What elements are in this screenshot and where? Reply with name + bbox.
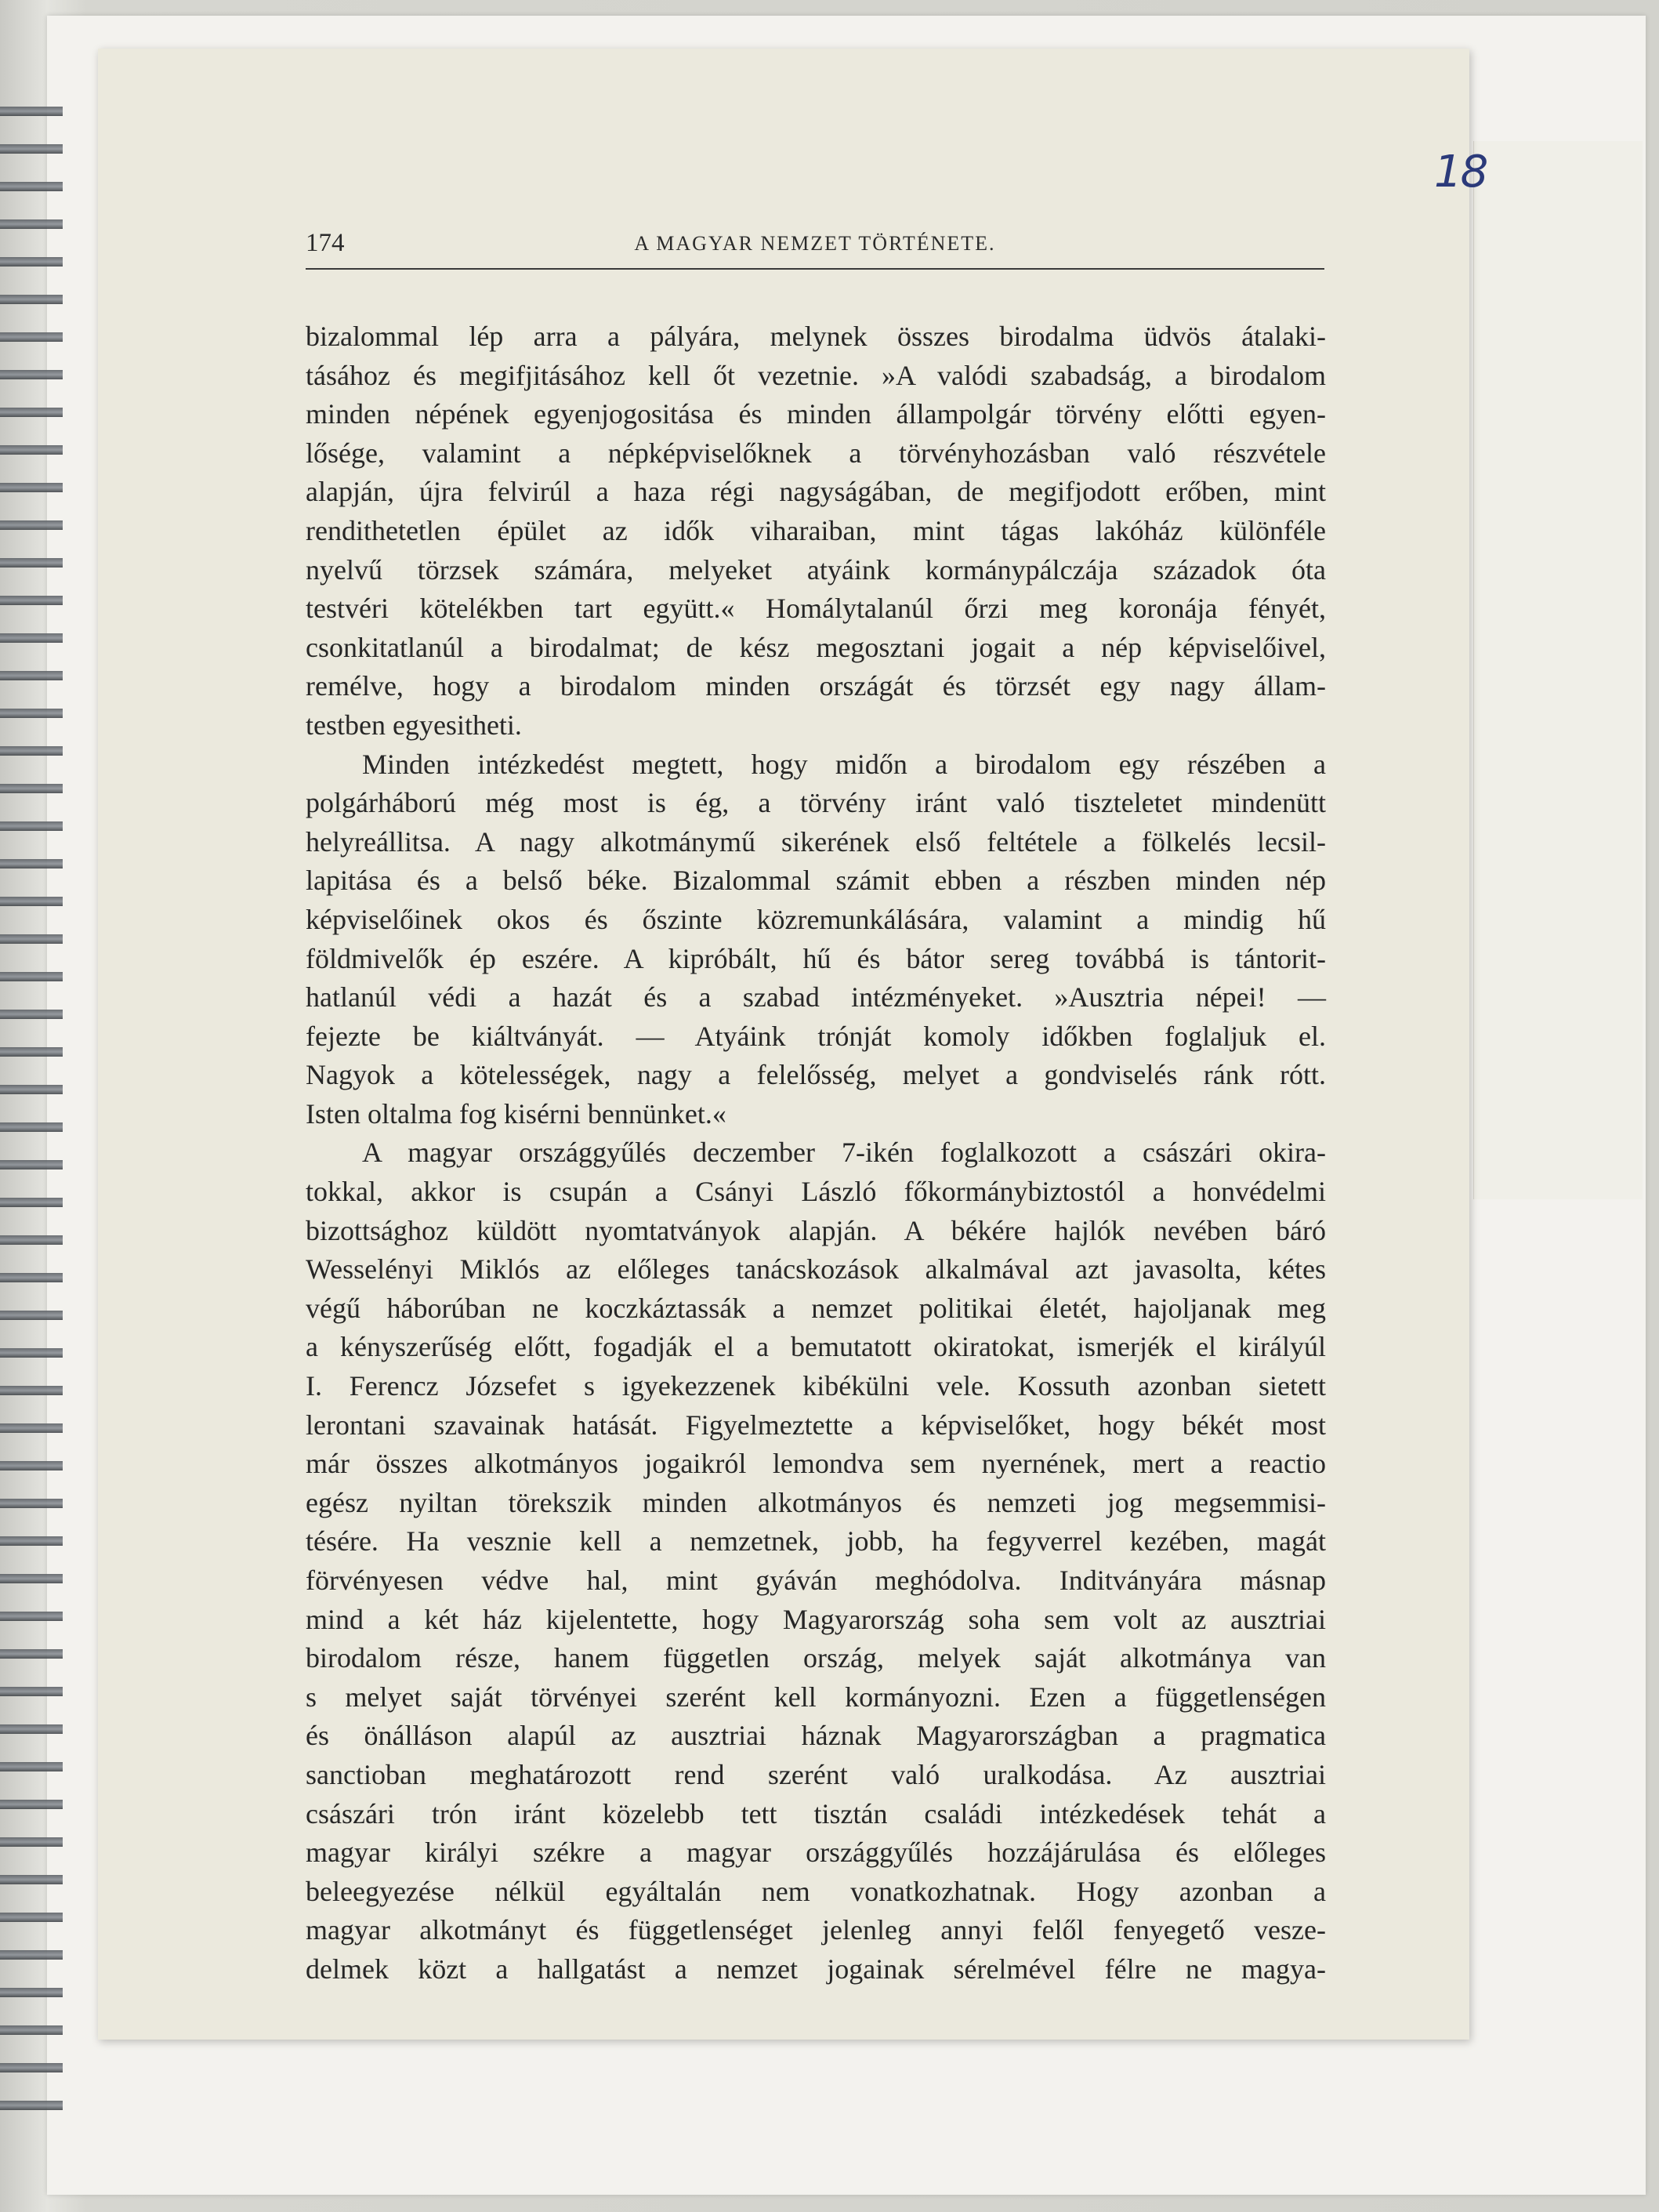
paragraph-end-line: Isten oltalma fog kisérni bennünket.« xyxy=(306,1097,726,1130)
text-line: Wesselényi Miklós az előleges tanácskozások alkalmával azt javasolta, kétes xyxy=(306,1253,1326,1285)
text-line: lősége, valamint a népképviselőknek a törvényhozásban való részvétele xyxy=(306,437,1326,469)
text-line: lapitása és a belső béke. Bizalommal számit ebben a részben minden nép xyxy=(306,865,1326,897)
text-line: tásához és megifjitásához kell őt vezetnie. »A valódi szabadság, a birodalom xyxy=(306,359,1326,391)
text-line: nyelvű törzsek számára, melyeket atyáink kormánypálczája századok óta xyxy=(306,553,1326,586)
text-line: földmivelők ép eszére. A kipróbált, hű és bátor sereg továbbá is tántorit- xyxy=(306,942,1326,974)
text-line: képviselőinek okos és őszinte közremunkálására, valamint a mindig hű xyxy=(306,903,1326,935)
text-line: testvéri kötelékben tart együtt.« Homálytalanúl őrzi meg koronája fényét, xyxy=(306,593,1326,625)
text-line: hatlanúl védi a hazát és a szabad intézményeket. »Ausztria népei! — xyxy=(306,981,1326,1014)
text-line: s melyet saját törvényei szerént kell kormányozni. Ezen a függetlenségen xyxy=(306,1681,1326,1713)
text-line: és önálláson alapúl az ausztriai háznak Magyarországban a pragmatica xyxy=(306,1720,1326,1752)
text-line: végű háborúban ne koczkáztassák a nemzet politikai életét, hajoljanak meg xyxy=(306,1292,1326,1324)
spiral-binding xyxy=(0,94,63,2132)
text-line: tokkal, akkor is csupán a Csányi László főkormánybiztostól a honvédelmi xyxy=(306,1176,1326,1208)
text-line: minden népének egyenjogositása és minden állampolgár törvény előtti egyen- xyxy=(306,398,1326,430)
text-line: beleegyezése nélkül egyáltalán nem vonatkozhatnak. Hogy azonban a xyxy=(306,1875,1326,1907)
text-line: remélve, hogy a birodalom minden országát és törzsét egy nagy állam- xyxy=(306,670,1326,702)
text-line: mind a két ház kijelentette, hogy Magyarország soha sem volt az ausztriai xyxy=(306,1603,1326,1635)
text-line: magyar királyi székre a magyar országgyűlés hozzájárulása és előleges xyxy=(306,1837,1326,1869)
text-line: bizottsághoz küldött nyomtatványok alapján. A békére hajlók nevében báró xyxy=(306,1214,1326,1246)
text-line: helyreállitsa. A nagy alkotmánymű sikerének első feltétele a fölkelés lecsil- xyxy=(306,825,1326,858)
text-line: császári trón iránt közelebb tett tisztán családi intézkedések tehát a xyxy=(306,1797,1326,1829)
body-text xyxy=(306,317,1326,1989)
handwritten-folio-number: 18 xyxy=(1434,147,1487,198)
running-title: A MAGYAR NEMZET TÖRTÉNETE. xyxy=(634,232,996,255)
text-line: I. Ferencz Józsefet s igyekezzenek kibékülni vele. Kossuth azonban sietett xyxy=(306,1370,1326,1402)
underlying-sheet-edge xyxy=(1473,141,1643,1199)
text-line: Nagyok a kötelességek, nagy a felelősség, melyet a gondviselés ránk rótt. xyxy=(306,1059,1326,1091)
text-line: tésére. Ha vesznie kell a nemzetnek, jobb, ha fegyverrel kezében, magát xyxy=(306,1525,1326,1557)
text-line: delmek közt a hallgatást a nemzet jogainak sérelmével félre ne magya- xyxy=(306,1953,1326,1985)
paragraph-start-line: Minden intézkedést megtett, hogy midőn a birodalom egy részében a xyxy=(362,748,1326,780)
text-line: polgárháború még most is ég, a törvény iránt való tiszteletet mindenütt xyxy=(306,787,1326,819)
running-header xyxy=(306,229,1324,270)
text-line: csonkitatlanúl a birodalmat; de kész megosztani jogait a nép képviselőivel, xyxy=(306,631,1326,663)
text-line: a kényszerűség előtt, fogadják el a bemutatott okiratokat, ismerjék el királyúl xyxy=(306,1331,1326,1363)
text-line: fejezte be kiáltványát. — Atyáink trónját komoly időkben foglaljuk el. xyxy=(306,1020,1326,1052)
text-line: förvényesen védve hal, mint gyáván meghódolva. Inditványára másnap xyxy=(306,1565,1326,1596)
text-line: sanctioban meghatározott rend szerént való uralkodása. Az ausztriai xyxy=(306,1758,1326,1790)
text-line: rendithetetlen épület az idők viharaiban, mint tágas lakóház különféle xyxy=(306,514,1326,546)
text-line: már összes alkotmányos jogaikról lemondva sem nyernének, mert a reactio xyxy=(306,1448,1326,1480)
text-line: egész nyiltan törekszik minden alkotmányos és nemzeti jog megsemmisi- xyxy=(306,1486,1326,1518)
text-line: bizalommal lép arra a pályára, melynek összes birodalma üdvös átalaki- xyxy=(306,321,1326,352)
text-line: alapján, újra felvirúl a haza régi nagyságában, de megifjodott erőben, mint xyxy=(306,476,1326,508)
page-number: 174 xyxy=(306,229,345,257)
text-line: lerontani szavainak hatását. Figyelmeztette a képviselőket, hogy békét most xyxy=(306,1409,1326,1441)
paragraph-start-line: A magyar országgyűlés deczember 7-ikén foglalkozott a császári okira- xyxy=(362,1137,1326,1169)
paragraph-end-line: testben egyesitheti. xyxy=(306,709,522,741)
text-line: magyar alkotmányt és függetlenséget jelenleg annyi felől fenyegető vesze- xyxy=(306,1914,1326,1946)
text-line: birodalom része, hanem független ország, melyek saját alkotmánya van xyxy=(306,1642,1326,1674)
